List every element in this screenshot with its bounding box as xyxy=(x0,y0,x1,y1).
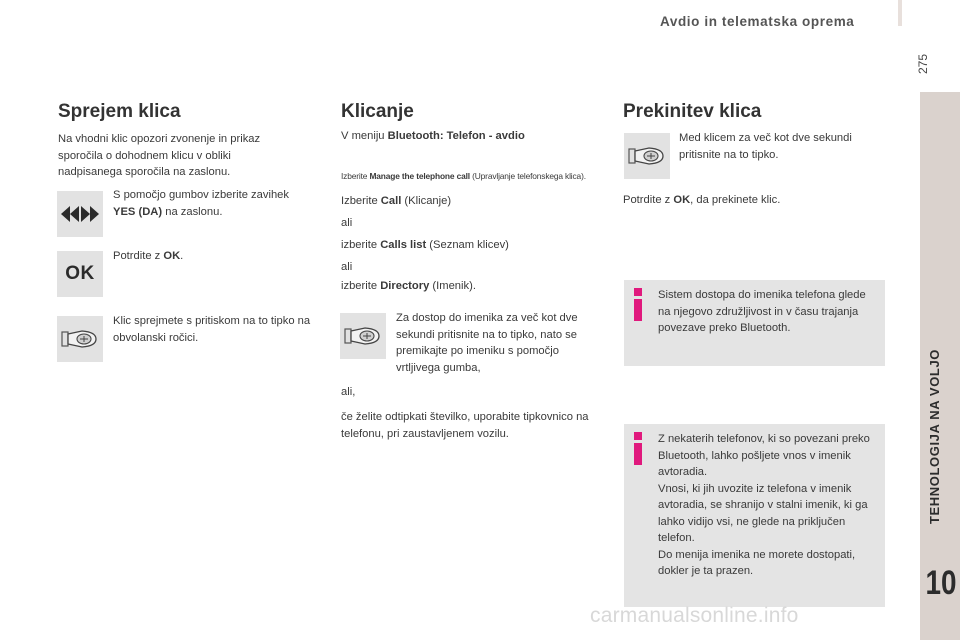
list-text: izberite xyxy=(341,239,381,251)
step1-text: S pomočjo gumbov izberite zavihek xyxy=(113,189,289,201)
col2-menu xyxy=(341,128,601,145)
info-compatibility-text: Sistem dostopa do imenika telefona glede na njegovo združljivost in v času trajanja povezave preko Bluetooth. xyxy=(658,289,866,334)
dir-text: izberite xyxy=(341,280,381,292)
col1-step-confirm xyxy=(113,248,313,265)
steering-stalk-icon-2 xyxy=(340,313,386,359)
info-directory-p1: Z nekaterih telefonov, ki so povezani preko Bluetooth, lahko pošljete vnos v imenik avtoradia. xyxy=(658,433,870,478)
step1-suffix: na zaslonu. xyxy=(162,205,223,218)
col3-confirm xyxy=(623,192,780,209)
col3-hold-end: Med klicem za več kot dve sekundi pritisnite na to tipko. xyxy=(679,132,852,161)
col1-intro: Na vhodni klic opozori zvonenje in prikaz sporočila o dohodnem klicu v obliki nadpisanega sporočila na zaslonu. xyxy=(58,133,261,178)
heading-sprejem-klica: Sprejem klica xyxy=(58,101,181,122)
chapter-label-text: TEHNOLOGIJA NA VOLJO xyxy=(926,348,942,524)
ok-button-icon xyxy=(57,251,103,297)
manage-suffix: (Upravljanje telefonskega klica). xyxy=(469,171,586,181)
menu-text: V meniju xyxy=(341,130,388,142)
info-directory-p2: Vnosi, ki jih uvozite iz telefona v imenik avtoradia, se shranijo v stalni imenik, ki ga lahko vidijo vsi, ne glede na priključen telefon. xyxy=(658,482,868,544)
confirm-ok: OK xyxy=(163,250,181,262)
section-title: Avdio in telematska oprema xyxy=(660,14,855,29)
manage-label: Manage the telephone call xyxy=(369,171,470,181)
menu-bluetooth: Bluetooth: Telefon - avdio xyxy=(387,130,525,142)
watermark: carmanualsonline.info xyxy=(590,604,799,627)
col2-dial-keypad: če želite odtipkati številko, uporabite tipkovnico na telefonu, pri zaustavljenem vozilu. xyxy=(341,411,589,440)
col1-step-select-yes xyxy=(113,187,313,220)
heading-klicanje: Klicanje xyxy=(341,101,414,122)
call-text: Izberite xyxy=(341,195,381,207)
header-divider xyxy=(898,0,902,26)
end-confirm-text: Potrdite z xyxy=(623,194,674,206)
phone-stalk-icon xyxy=(343,319,383,353)
manage-text: Izberite xyxy=(341,171,370,181)
list-label: Calls list xyxy=(380,239,427,251)
col2-calls-list xyxy=(341,237,509,254)
page-number xyxy=(905,40,941,88)
page-number-text: 275 xyxy=(916,53,930,75)
chapter-label xyxy=(920,320,948,552)
call-label: Call xyxy=(380,195,402,207)
info-icon xyxy=(634,432,642,465)
col2-call xyxy=(341,193,451,210)
col2-directory xyxy=(341,278,476,295)
col2-or-2: ali xyxy=(341,261,353,273)
double-arrow-icon xyxy=(60,205,100,223)
confirm-suffix: . xyxy=(180,250,184,262)
end-confirm-ok: OK xyxy=(673,194,691,206)
seek-buttons-icon xyxy=(57,191,103,237)
col2-hold-directory: Za dostop do imenika za več kot dve sekundi pritisnite na to tipko, nato se premikajte po imeniku s pomočjo vrtljivega gumba, xyxy=(396,312,578,374)
info-directory-p3: Do menija imenika ne morete dostopati, dokler je ta prazen. xyxy=(658,548,856,577)
chapter-number: 10 xyxy=(925,564,957,602)
col2-or-3: ali, xyxy=(341,386,356,398)
heading-prekinitev-klica: Prekinitev klica xyxy=(623,101,762,122)
phone-stalk-icon xyxy=(627,139,667,173)
col2-or-1: ali xyxy=(341,217,353,229)
steering-stalk-icon-3 xyxy=(624,133,670,179)
yes-label: YES (DA) xyxy=(113,205,163,218)
dir-label: Directory xyxy=(380,280,430,292)
info-directory-text xyxy=(658,431,880,580)
col1-step-answer: Klic sprejmete s pritiskom na to tipko na obvolanski ročici. xyxy=(113,315,311,344)
dir-suffix: (Imenik). xyxy=(429,280,476,292)
end-confirm-suffix: , da prekinete klic. xyxy=(690,194,781,206)
col2-manage-call xyxy=(341,171,611,181)
steering-stalk-icon xyxy=(57,316,103,362)
phone-stalk-icon xyxy=(60,322,100,356)
info-icon xyxy=(634,288,642,321)
ok-icon-label: OK xyxy=(65,263,95,284)
call-suffix: (Klicanje) xyxy=(401,195,452,207)
list-suffix: (Seznam klicev) xyxy=(426,239,509,251)
confirm-text: Potrdite z xyxy=(113,250,164,262)
